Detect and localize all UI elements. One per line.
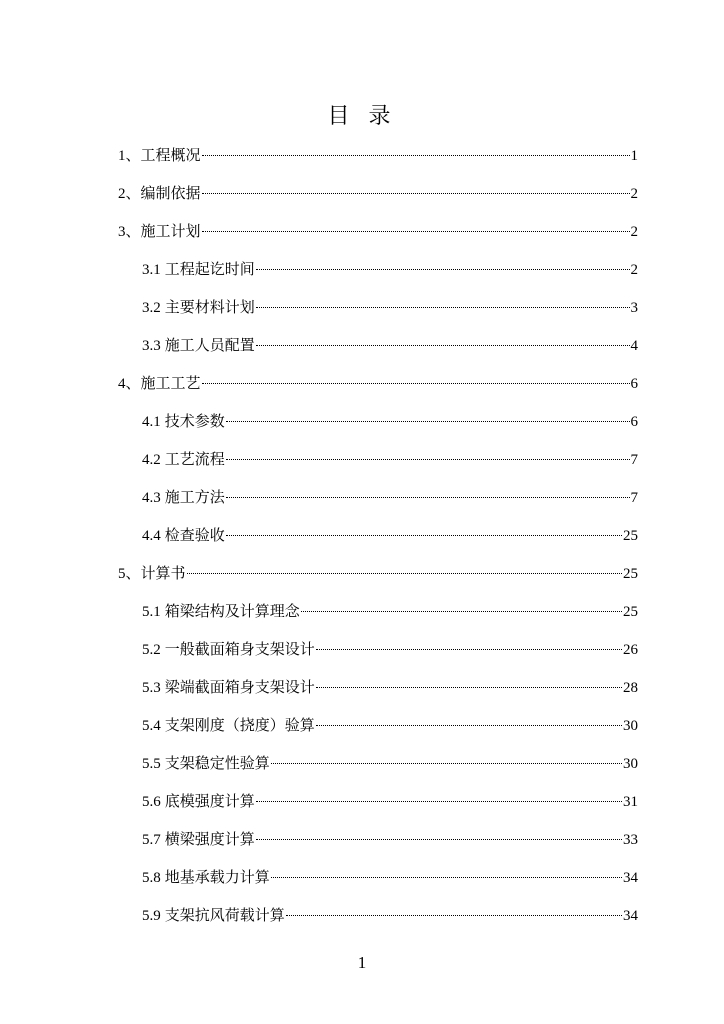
- dot-leader: [226, 535, 622, 536]
- toc-entry-title: 施工工艺: [140, 374, 201, 392]
- toc-entry-title: 施工人员配置: [164, 336, 255, 354]
- toc-subentry[interactable]: [118, 789, 638, 827]
- toc-title: 目 录: [327, 104, 397, 129]
- toc-entry-title: 一般截面箱身支架设计: [164, 640, 315, 658]
- toc-entry[interactable]: [118, 181, 638, 219]
- toc-subentry[interactable]: [118, 903, 638, 941]
- toc-subentry[interactable]: [118, 485, 638, 523]
- toc-subentry[interactable]: [118, 637, 638, 675]
- dot-leader: [271, 763, 622, 764]
- toc-entry-number: 3 、: [118, 219, 141, 244]
- dot-leader: [286, 915, 622, 916]
- toc-entry-title: 箱梁结构及计算理念: [164, 602, 300, 620]
- toc-subentry[interactable]: [118, 409, 638, 447]
- toc-subentry[interactable]: [118, 599, 638, 637]
- dot-leader: [202, 383, 630, 384]
- toc-entry-page: 34: [623, 870, 638, 886]
- toc-subentry[interactable]: [118, 713, 638, 751]
- toc-subentry[interactable]: [118, 675, 638, 713]
- toc-entry-page: 7: [630, 452, 638, 468]
- toc-entry-title: 施工计划: [140, 222, 201, 240]
- toc-entry-number: 5.5: [142, 756, 161, 772]
- toc-entry-title: 底模强度计算: [164, 792, 255, 810]
- toc-entry-page: 2: [630, 262, 638, 278]
- toc-subentry[interactable]: [118, 827, 638, 865]
- toc-subentry[interactable]: [118, 865, 638, 903]
- toc-entry-number: 5.6: [142, 794, 161, 810]
- toc-subentry[interactable]: [118, 523, 638, 561]
- toc-entry-number: 4.3: [142, 490, 161, 506]
- toc-subentry[interactable]: [118, 333, 638, 371]
- toc-entry-title: 工艺流程: [164, 450, 225, 468]
- toc-entry-page: 4: [630, 338, 638, 354]
- dot-leader: [256, 307, 630, 308]
- dot-leader: [301, 611, 622, 612]
- toc-entry-number: 5.2: [142, 642, 161, 658]
- toc-entry[interactable]: [118, 371, 638, 409]
- dot-leader: [256, 801, 622, 802]
- dot-leader: [316, 725, 622, 726]
- toc-entry-page: 30: [623, 718, 638, 734]
- toc-entry-number: 5.7: [142, 832, 161, 848]
- toc-entry[interactable]: [118, 561, 638, 599]
- toc-entry-page: 6: [630, 414, 638, 430]
- dot-leader: [256, 839, 622, 840]
- page-number: 1: [357, 953, 367, 972]
- toc-entry-number: 4.1: [142, 414, 161, 430]
- toc-entry-title: 支架抗风荷载计算: [164, 906, 285, 924]
- toc-entry-number: 3.2: [142, 300, 161, 316]
- dot-leader: [202, 155, 630, 156]
- toc-entry-number: 5.8: [142, 870, 161, 886]
- toc-subentry[interactable]: [118, 295, 638, 333]
- toc-subentry[interactable]: [118, 751, 638, 789]
- toc-entry[interactable]: [118, 219, 638, 257]
- toc-entry-page: 33: [623, 832, 638, 848]
- toc-entry-page: 7: [630, 490, 638, 506]
- toc-entry-title: 工程起讫时间: [164, 260, 255, 278]
- toc-entry-number: 5.1: [142, 604, 161, 620]
- toc-entry-title: 主要材料计划: [164, 298, 255, 316]
- dot-leader: [316, 687, 622, 688]
- toc-entry-page: 2: [630, 224, 638, 240]
- toc-entry-page: 2: [630, 186, 638, 202]
- toc-entry-number: 5.9: [142, 908, 161, 924]
- dot-leader: [187, 573, 622, 574]
- toc-list: [118, 143, 638, 941]
- toc-entry-number: 5.4: [142, 718, 161, 734]
- toc-entry-number: 2 、: [118, 181, 141, 206]
- toc-subentry[interactable]: [118, 257, 638, 295]
- toc-entry-page: 28: [623, 680, 638, 696]
- dot-leader: [256, 269, 630, 270]
- dot-leader: [256, 345, 630, 346]
- dot-leader: [202, 193, 630, 194]
- toc-subentry[interactable]: [118, 447, 638, 485]
- toc-entry-page: 25: [623, 604, 638, 620]
- dot-leader: [271, 877, 622, 878]
- toc-entry-number: 4.4: [142, 528, 161, 544]
- toc-entry-title: 检查验收: [164, 526, 225, 544]
- toc-entry-number: 1 、: [118, 143, 141, 168]
- toc-entry-number: 4.2: [142, 452, 161, 468]
- toc-entry[interactable]: [118, 143, 638, 181]
- toc-entry-number: 5.3: [142, 680, 161, 696]
- toc-entry-number: 4 、: [118, 371, 141, 396]
- toc-entry-page: 34: [623, 908, 638, 924]
- toc-entry-page: 3: [630, 300, 638, 316]
- dot-leader: [226, 497, 630, 498]
- toc-entry-title: 技术参数: [164, 412, 225, 430]
- toc-entry-title: 支架稳定性验算: [164, 754, 270, 772]
- toc-entry-title: 梁端截面箱身支架设计: [164, 678, 315, 696]
- dot-leader: [226, 421, 630, 422]
- toc-entry-page: 31: [623, 794, 638, 810]
- toc-entry-title: 编制依据: [140, 184, 201, 202]
- toc-entry-page: 30: [623, 756, 638, 772]
- toc-entry-title: 横梁强度计算: [164, 830, 255, 848]
- dot-leader: [226, 459, 630, 460]
- toc-entry-title: 计算书: [140, 564, 186, 582]
- toc-entry-number: 3.3: [142, 338, 161, 354]
- dot-leader: [202, 231, 630, 232]
- toc-entry-title: 地基承载力计算: [164, 868, 270, 886]
- toc-entry-page: 1: [630, 148, 638, 164]
- toc-entry-page: 25: [623, 528, 638, 544]
- toc-entry-number: 5 、: [118, 561, 141, 586]
- toc-entry-number: 3.1: [142, 262, 161, 278]
- dot-leader: [316, 649, 622, 650]
- toc-entry-page: 6: [630, 376, 638, 392]
- toc-entry-title: 施工方法: [164, 488, 225, 506]
- toc-entry-page: 26: [623, 642, 638, 658]
- toc-entry-title: 工程概况: [140, 146, 201, 164]
- toc-entry-page: 25: [623, 566, 638, 582]
- toc-entry-title: 支架刚度（挠度）验算: [164, 716, 315, 734]
